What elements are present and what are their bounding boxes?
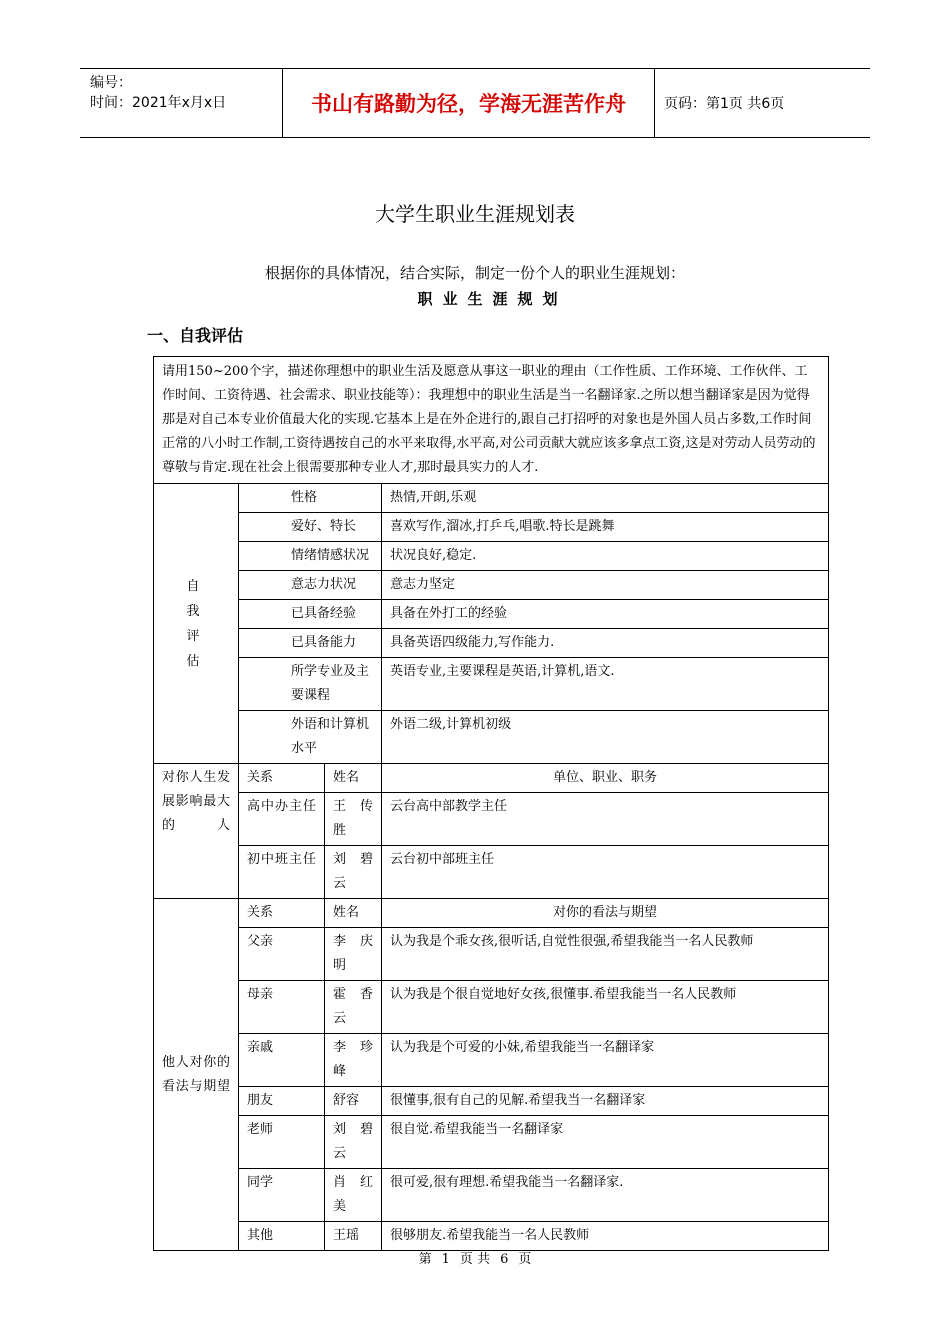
footer-total-pages: 6 — [500, 1252, 509, 1267]
relation-cell: 高中办主任 — [239, 793, 325, 846]
document-title: 大学生职业生涯规划表 — [375, 202, 575, 226]
name-cell: 王瑶 — [325, 1222, 382, 1251]
col-header-info: 单位、职业、职务 — [382, 764, 829, 793]
info-cell: 云台高中部教学主任 — [382, 793, 829, 846]
self-eval-item: 已具备能力 — [239, 629, 382, 658]
name-cell: 李 珍 峰 — [325, 1034, 382, 1087]
relation-cell: 朋友 — [239, 1087, 325, 1116]
self-eval-item: 意志力状况 — [239, 571, 382, 600]
self-eval-value: 外语二级,计算机初级 — [382, 711, 829, 764]
relation-cell: 父亲 — [239, 928, 325, 981]
col-header-info: 对你的看法与期望 — [382, 899, 829, 928]
doc-number: 编号： — [90, 75, 132, 91]
self-eval-item: 情绪情感状况 — [239, 542, 382, 571]
relation-cell: 其他 — [239, 1222, 325, 1251]
footer-suffix: 页 — [518, 1252, 532, 1267]
self-eval-item: 所学专业及主要课程 — [239, 658, 382, 711]
self-eval-value: 状况良好,稳定. — [382, 542, 829, 571]
description-cell: 请用150~200个字，描述你理想中的职业生活及愿意从事这一职业的理由（工作性质、工作环境、工作伙伴、工作时间、工资待遇、社会需求、职业技能等）：我理想中的职业生活是当一名翻译家.之所以想当翻译家是因为觉得那是对自己本专业价值最大化的实现.它基本上是在外企进行的,跟自己打招呼的对象也是外国人员占多数,工作时间正常的八小时工作制,工资待遇按自己的水平来取得,水平高,对公司贡献大就应该多拿点工资,这是对劳动人员劳动的尊敬与肯定.现在社会上很需要那种专业人才,那时最具实力的人才. — [154, 357, 829, 484]
influence-label: 对你人生发展影响最大的人 — [154, 764, 239, 899]
relation-cell: 亲戚 — [239, 1034, 325, 1087]
info-cell: 云台初中部班主任 — [382, 846, 829, 899]
relation-cell: 母亲 — [239, 981, 325, 1034]
footer-prefix: 第 — [418, 1252, 432, 1267]
name-cell: 霍 香 云 — [325, 981, 382, 1034]
subtitle: 职业生涯规划 — [417, 290, 568, 308]
intro-text: 根据你的具体情况，结合实际，制定一份个人的职业生涯规划： — [264, 264, 685, 282]
info-cell: 认为我是个乖女孩,很听话,自觉性很强,希望我能当一名人民教师 — [382, 928, 829, 981]
section-heading: 一、自我评估 — [147, 326, 244, 345]
info-cell: 认为我是个可爱的小妹,希望我能当一名翻译家 — [382, 1034, 829, 1087]
col-header-name: 姓名 — [325, 899, 382, 928]
info-cell: 认为我是个很自觉地好女孩,很懂事.希望我能当一名人民教师 — [382, 981, 829, 1034]
self-eval-value: 具备在外打工的经验 — [382, 600, 829, 629]
self-eval-value: 英语专业,主要课程是英语,计算机,语文. — [382, 658, 829, 711]
self-eval-item: 性格 — [239, 484, 382, 513]
name-cell: 舒容 — [325, 1087, 382, 1116]
opinions-label: 他人对你的看法与期望 — [154, 899, 239, 1251]
header-meta — [80, 69, 280, 137]
self-eval-value: 意志力坚定 — [382, 571, 829, 600]
name-cell: 李 庆 明 — [325, 928, 382, 981]
self-eval-value: 具备英语四级能力,写作能力. — [382, 629, 829, 658]
self-eval-value: 热情,开朗,乐观 — [382, 484, 829, 513]
footer-page-number: 1 — [441, 1252, 450, 1267]
self-eval-item: 外语和计算机水平 — [239, 711, 382, 764]
self-eval-value: 喜欢写作,溜冰,打乒乓,唱歌.特长是跳舞 — [382, 513, 829, 542]
info-cell: 很够朋友.希望我能当一名人民教师 — [382, 1222, 829, 1251]
info-cell: 很懂事,很有自己的见解.希望我当一名翻译家 — [382, 1087, 829, 1116]
name-cell: 刘 碧 云 — [325, 1116, 382, 1169]
col-header-relation: 关系 — [239, 899, 325, 928]
col-header-name: 姓名 — [325, 764, 382, 793]
header-page-label: 页码：第1页 共6页 — [664, 96, 785, 112]
name-cell: 肖 红 美 — [325, 1169, 382, 1222]
relation-cell: 初中班主任 — [239, 846, 325, 899]
header-motto: 书山有路勤为径，学海无涯苦作舟 — [282, 69, 655, 137]
info-cell: 很可爱,很有理想.希望我能当一名翻译家. — [382, 1169, 829, 1222]
col-header-relation: 关系 — [239, 764, 325, 793]
page-header — [80, 68, 870, 138]
name-cell: 刘 碧 云 — [325, 846, 382, 899]
self-eval-item: 已具备经验 — [239, 600, 382, 629]
self-eval-label: 自我评估 — [154, 484, 239, 764]
doc-time: 时间：2021年x月x日 — [90, 95, 227, 111]
relation-cell: 同学 — [239, 1169, 325, 1222]
self-eval-item: 爱好、特长 — [239, 513, 382, 542]
relation-cell: 老师 — [239, 1116, 325, 1169]
info-cell: 很自觉.希望我能当一名翻译家 — [382, 1116, 829, 1169]
name-cell: 王 传 胜 — [325, 793, 382, 846]
career-plan-table — [153, 356, 829, 1251]
footer-middle: 页 共 — [459, 1252, 491, 1267]
page-footer — [0, 1248, 950, 1267]
